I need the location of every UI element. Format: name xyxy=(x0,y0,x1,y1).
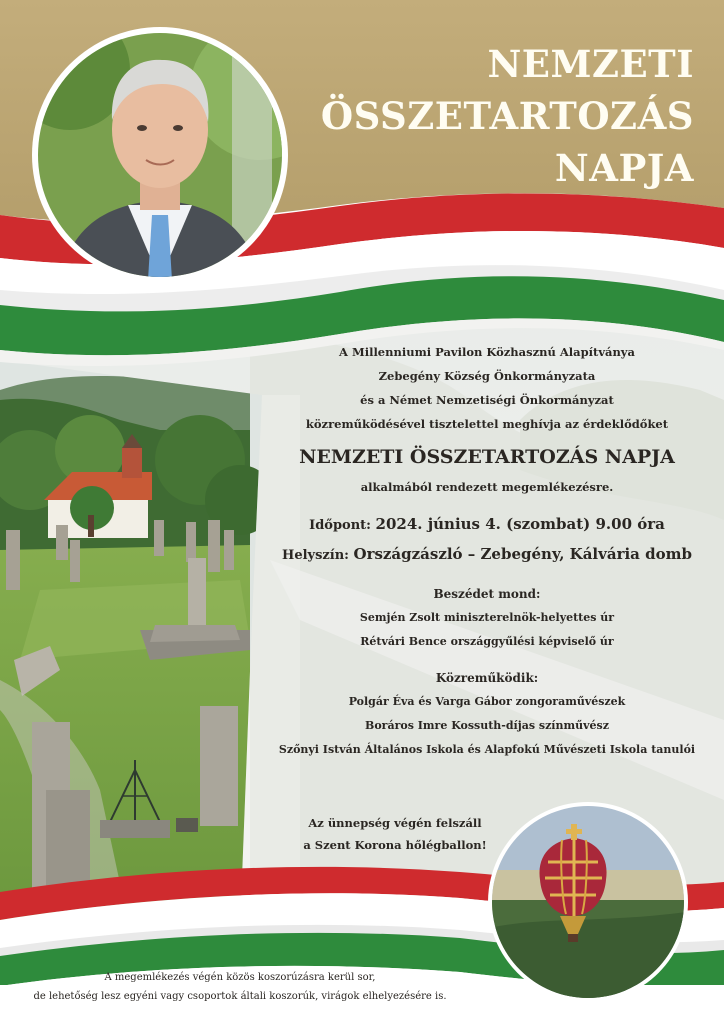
invitation-line: közreműködésével tisztelettel meghívja az érdeklődőket xyxy=(305,417,669,431)
performer-name: Boráros Imre xyxy=(365,719,448,732)
performer-row xyxy=(262,714,712,738)
time-label: Időpont: xyxy=(309,518,371,533)
title-line-3: NAPJA xyxy=(554,146,694,190)
footer-line-2: de lehetőség lesz egyéni vagy csoportok általi koszorúk, virágok elhelyezésére is. xyxy=(33,991,447,1002)
place-label: Helyszín: xyxy=(282,548,349,563)
speaker-role: miniszterelnök-helyettes úr xyxy=(443,611,615,624)
speaker-row xyxy=(262,630,712,654)
event-place xyxy=(262,540,712,570)
organizer-2: Zebegény Község Önkormányzata xyxy=(378,369,596,383)
title-line-2: ÖSSZETARTOZÁS xyxy=(320,94,694,138)
speakers-heading: Beszédet mond: xyxy=(433,587,541,601)
speaker-row xyxy=(262,606,712,630)
balloon-announcement xyxy=(272,812,518,856)
title-line-1: NEMZETI xyxy=(487,42,694,86)
performer-name: Polgár Éva és Varga Gábor xyxy=(348,695,512,708)
event-time xyxy=(262,510,712,540)
performer-name: Szőnyi István Általános Iskola és Alapfokú Művészeti Iskola xyxy=(278,743,648,756)
balloon-line-1: Az ünnepség végén felszáll xyxy=(308,816,482,830)
invitation-block xyxy=(262,340,712,762)
balloon-line-2: a Szent Korona hőlégballon! xyxy=(303,838,487,852)
performer-row xyxy=(262,690,712,714)
speaker-name: Semjén Zsolt xyxy=(359,611,441,624)
performer-row xyxy=(262,738,712,762)
performer-role: Kossuth-díjas színművész xyxy=(451,719,609,732)
event-reason: alkalmából rendezett megemlékezésre. xyxy=(360,480,614,494)
footer-line-1: A megemlékezés végén közös koszorúzásra kerül sor, xyxy=(104,972,376,983)
organizer-1: A Millenniumi Pavilon Közhasznú Alapítványa xyxy=(339,345,635,359)
speaker-name: Rétvári Bence xyxy=(360,635,447,648)
place-value: Országzászló – Zebegény, Kálvária domb xyxy=(353,545,692,563)
speaker-role: országgyűlési képviselő úr xyxy=(450,635,614,648)
landscape-photo xyxy=(0,360,275,940)
performers-heading: Közreműködik: xyxy=(435,671,539,685)
organizer-3: és a Német Nemzetiségi Önkormányzat xyxy=(360,393,614,407)
performer-role: tanulói xyxy=(651,743,696,756)
performer-role: zongoraművészek xyxy=(515,695,626,708)
time-value: 2024. június 4. (szombat) 9.00 óra xyxy=(375,515,665,533)
footer-note xyxy=(0,968,480,1006)
poster-title xyxy=(274,38,694,194)
event-headline: NEMZETI ÖSSZETARTOZÁS NAPJA xyxy=(299,446,675,468)
